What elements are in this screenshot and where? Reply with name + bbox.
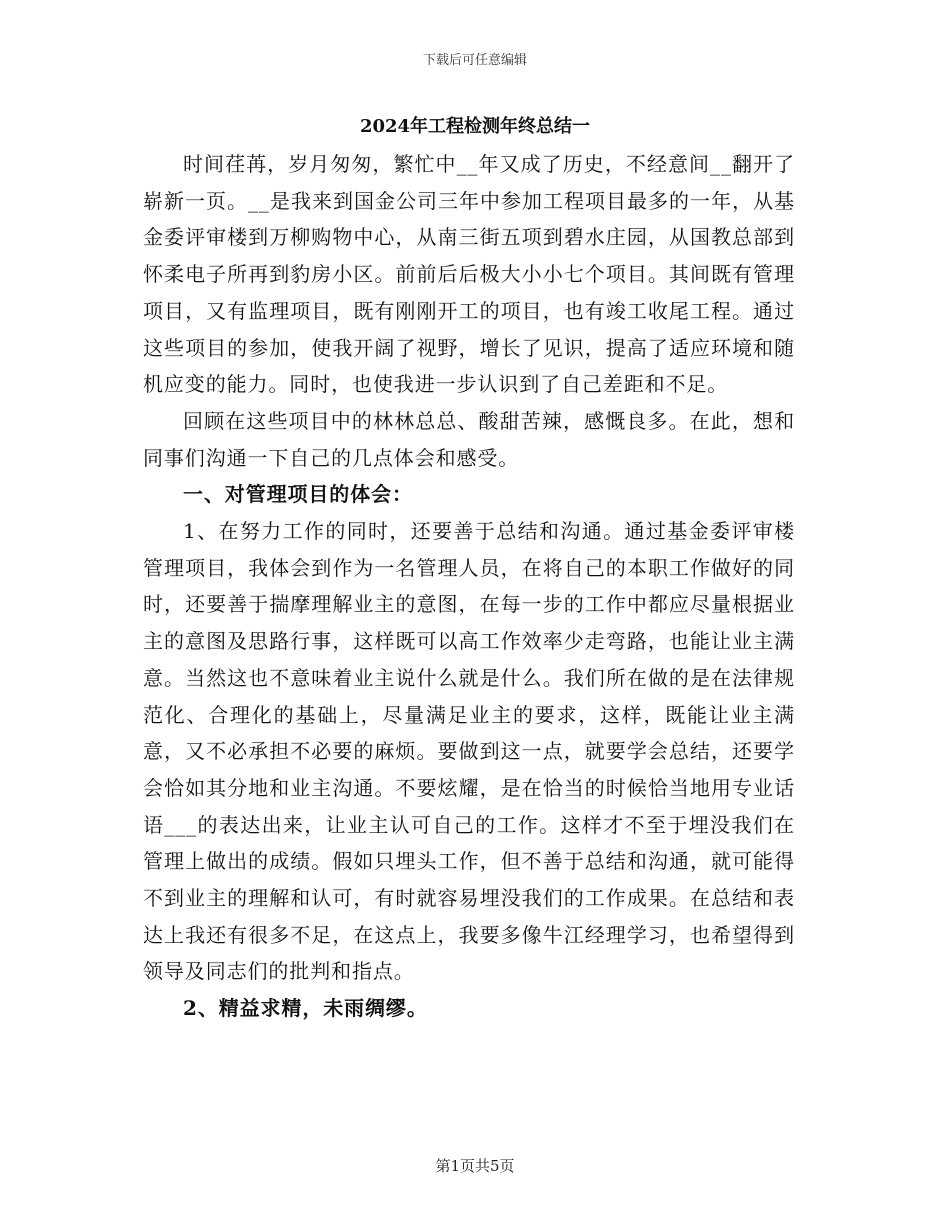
page-number: 第1页共5页 — [435, 1157, 515, 1175]
section-heading-point-2: 2、精益求精，未雨绸缪。 — [183, 996, 428, 1021]
section-heading-management: 一、对管理项目的体会： — [183, 482, 413, 507]
paragraph-intro: 时间荏苒，岁月匆匆，繁忙中__年又成了历史，不经意间__翻开了崭新一页。__是我来到国金公司三年中参加工程项目最多的一年，从基金委评审楼到万柳购物中心，从南三街五项到碧水庄园，从国教总部到怀柔电子所再到豹房小区。前前后后极大小小七个项目。其间既有管理项目，又有监理项目，既有刚刚开工的项目，也有竣工收尾工程。通过这些项目的参加，使我开阔了视野，增长了见识，提高了适应环境和随机应变的能力。同时，也使我进一步认识到了自己差距和不足。 — [143, 152, 795, 397]
page-header-note: 下载后可任意编辑 — [422, 53, 527, 68]
document-title: 2024年工程检测年终总结一 — [359, 116, 591, 137]
paragraph-point-1: 1、在努力工作的同时，还要善于总结和沟通。通过基金委评审楼管理项目，我体会到作为一名管理人员，在将自己的本职工作做好的同时，还要善于揣摩理解业主的意图，在每一步的工作中都应尽量根据业主的意图及思路行事，这样既可以高工作效率少走弯路，也能让业主满意。当然这也不意味着业主说什么就是什么。我们所在做的是在法律规范化、合理化的基础上，尽量满足业主的要求，这样，既能让业主满意，又不必承担不必要的麻烦。要做到这一点，就要学会总结，还要学会恰如其分地和业主沟通。不要炫耀，是在恰当的时候恰当地用专业话语___的表达出来，让业主认可自己的工作。这样才不至于埋没我们在管理上做出的成绩。假如只埋头工作，但不善于总结和沟通，就可能得不到业主的理解和认可，有时就容易埋没我们的工作成果。在总结和表达上我还有很多不足，在这点上，我要多像牛江经理学习，也希望得到领导及同志们的批判和指点。 — [143, 519, 795, 984]
document-body — [143, 146, 795, 1027]
paragraph-review: 回顾在这些项目中的林林总总、酸甜苦辣，感慨良多。在此，想和同事们沟通一下自己的几点体会和感受。 — [143, 408, 795, 470]
